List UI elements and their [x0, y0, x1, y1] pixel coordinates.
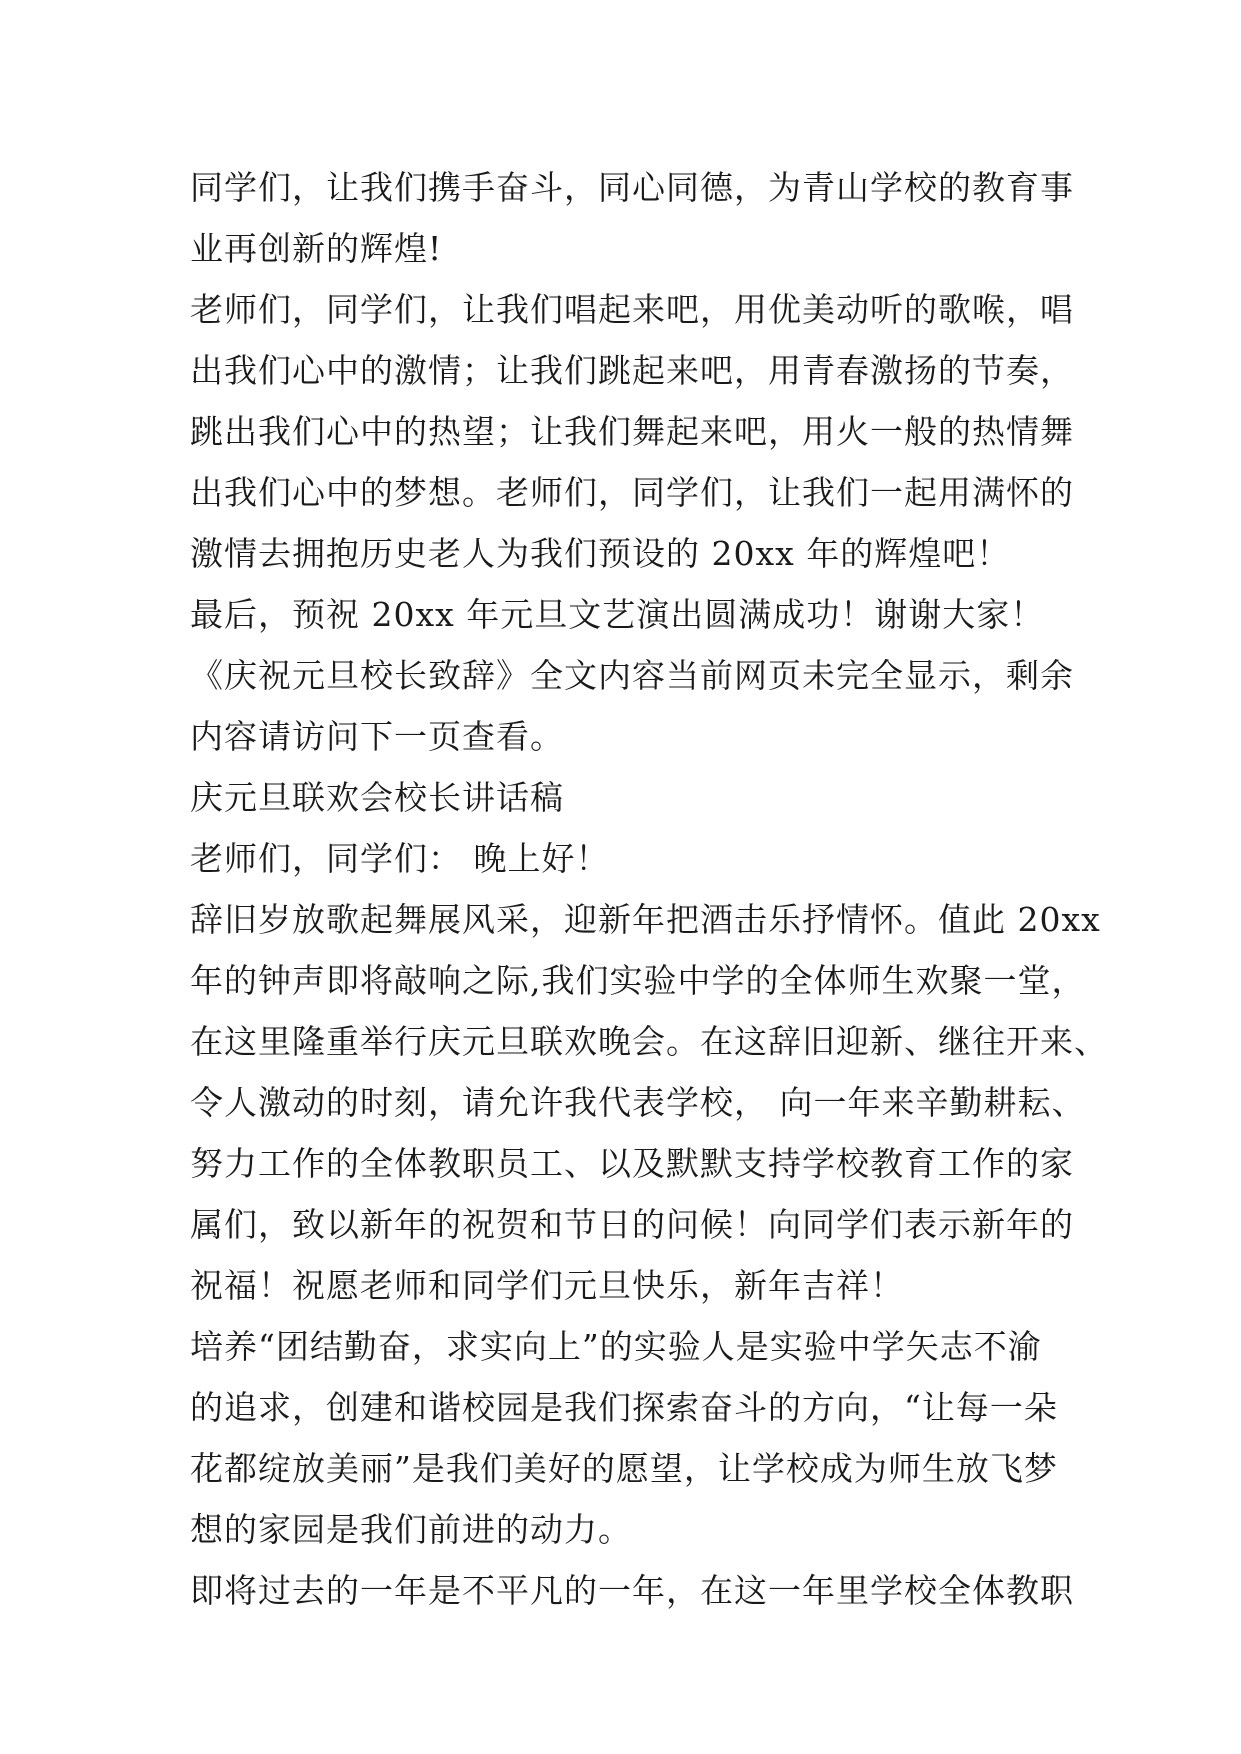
text-line: 激情去拥抱历史老人为我们预设的 20xx 年的辉煌吧！	[190, 534, 1011, 573]
text-line: 出我们心中的梦想。老师们，同学们，让我们一起用满怀的	[190, 473, 1074, 512]
text-line: 内容请访问下一页查看。	[190, 717, 564, 756]
section-title: 庆元旦联欢会校长讲话稿	[190, 778, 564, 817]
text-line: 最后，预祝 20xx 年元旦文艺演出圆满成功！谢谢大家！	[190, 595, 1045, 634]
document-body	[190, 157, 1108, 1621]
text-line: 出我们心中的激情；让我们跳起来吧，用青春激扬的节奏，	[190, 351, 1074, 390]
text-line: 年的钟声即将敲响之际,我们实验中学的全体师生欢聚一堂，	[190, 961, 1086, 1000]
text-line: 的追求，创建和谐校园是我们探索奋斗的方向，“让每一朵	[190, 1388, 1058, 1427]
text-line: 令人激动的时刻，请允许我代表学校， 向一年来辛勤耕耘、	[190, 1083, 1086, 1122]
text-line: 《庆祝元旦校长致辞》全文内容当前网页未完全显示，剩余	[190, 656, 1074, 695]
text-line: 在这里隆重举行庆元旦联欢晚会。在这辞旧迎新、继往开来、	[190, 1022, 1108, 1061]
text-line: 努力工作的全体教职员工、以及默默支持学校教育工作的家	[190, 1144, 1074, 1183]
text-line: 业再创新的辉煌!	[190, 229, 443, 268]
text-line: 同学们，让我们携手奋斗，同心同德，为青山学校的教育事	[190, 168, 1074, 207]
salutation: 老师们，同学们： 晚上好！	[190, 839, 610, 878]
text-line: 祝福！祝愿老师和同学们元旦快乐，新年吉祥！	[190, 1266, 904, 1305]
text-line: 老师们，同学们，让我们唱起来吧，用优美动听的歌喉，唱	[190, 290, 1074, 329]
text-line: 辞旧岁放歌起舞展风采，迎新年把酒击乐抒情怀。值此 20xx	[190, 900, 1101, 939]
text-line: 即将过去的一年是不平凡的一年，在这一年里学校全体教职	[190, 1571, 1074, 1610]
text-line: 培养“团结勤奋，求实向上”的实验人是实验中学矢志不渝	[190, 1327, 1042, 1366]
text-line: 花都绽放美丽”是我们美好的愿望，让学校成为师生放飞梦	[190, 1449, 1058, 1488]
text-line: 属们，致以新年的祝贺和节日的问候！向同学们表示新年的	[190, 1205, 1074, 1244]
text-line: 想的家园是我们前进的动力。	[190, 1510, 632, 1549]
text-line: 跳出我们心中的热望；让我们舞起来吧，用火一般的热情舞	[190, 412, 1074, 451]
